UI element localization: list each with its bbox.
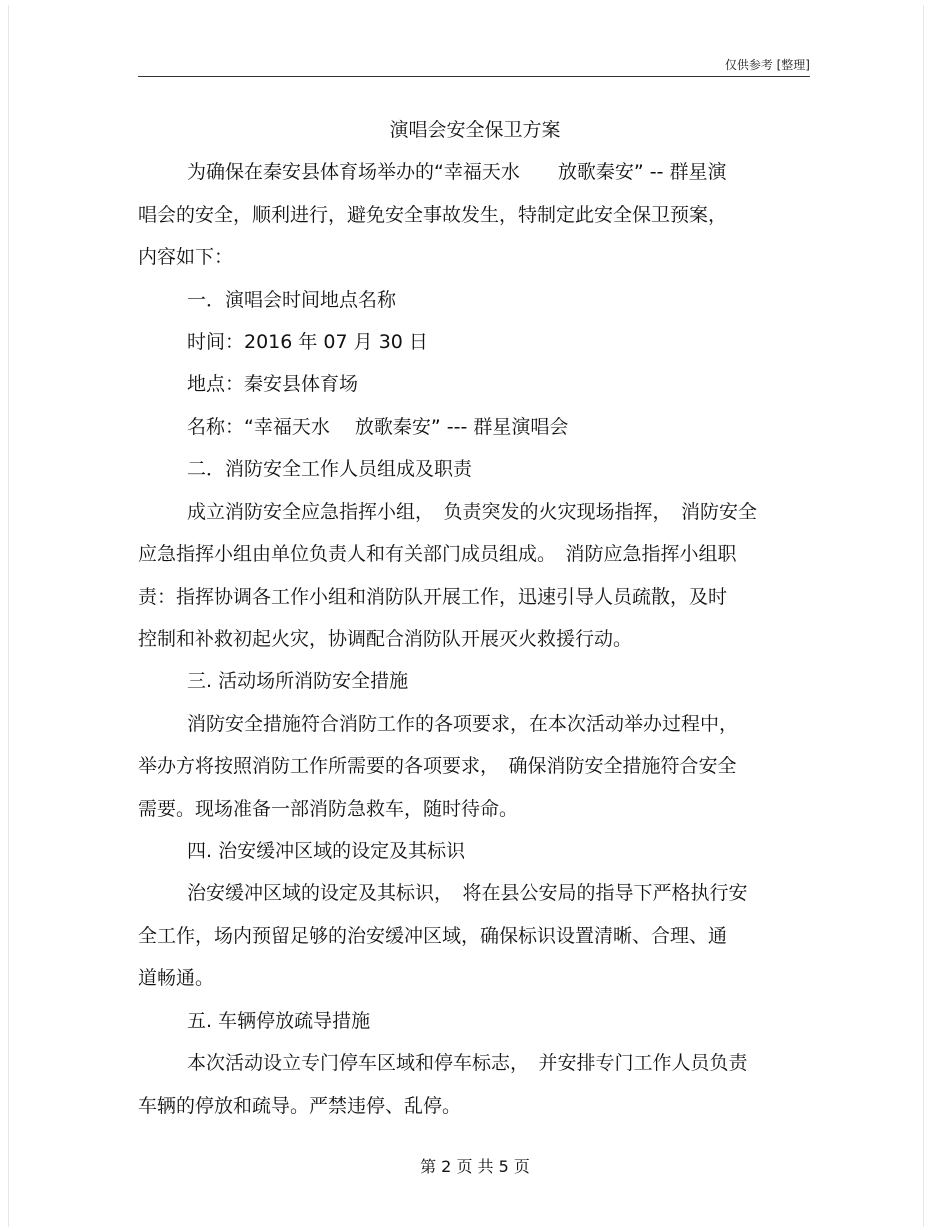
body-line: 消防安全措施符合消防工作的各项要求，在本次活动举办过程中，	[187, 713, 739, 735]
section-heading-3: 三. 活动场所消防安全措施	[187, 670, 409, 692]
header-rule	[138, 76, 810, 77]
document-title: 演唱会安全保卫方案	[389, 119, 561, 141]
section-heading-4: 四. 治安缓冲区域的设定及其标识	[187, 840, 466, 862]
body-line: 为确保在秦安县体育场举办的“幸福天水 放歌秦安” -- 群星演	[187, 161, 727, 183]
body-line: 时间：2016 年 07 月 30 日	[187, 331, 428, 353]
section-heading-2: 二．消防安全工作人员组成及职责	[187, 458, 473, 480]
body-line: 唱会的安全，顺利进行，避免安全事故发生，特制定此安全保卫预案，	[138, 204, 728, 226]
body-line: 本次活动设立专门停车区域和停车标志， 并安排专门工作人员负责	[187, 1052, 748, 1074]
body-line: 成立消防安全应急指挥小组， 负责突发的火灾现场指挥， 消防安全	[187, 501, 758, 523]
body-line: 车辆的停放和疏导。严禁违停、乱停。	[138, 1095, 462, 1117]
body-line: 控制和补救初起火灾，协调配合消防队开展灭火救援行动。	[138, 628, 633, 650]
body-line: 道畅通。	[138, 967, 215, 989]
header-note: 仅供参考 [整理]	[724, 58, 810, 72]
page-number: 第 2 页 共 5 页	[420, 1157, 530, 1176]
section-heading-1: 一．演唱会时间地点名称	[187, 289, 397, 311]
body-line: 全工作，场内预留足够的治安缓冲区域，确保标识设置清晰、合理、通	[138, 925, 728, 947]
body-line: 名称：“幸福天水 放歌秦安” --- 群星演唱会	[187, 416, 569, 438]
body-line: 举办方将按照消防工作所需要的各项要求， 确保消防安全措施符合安全	[138, 755, 737, 777]
body-line: 内容如下：	[138, 246, 234, 268]
document-page	[8, 5, 924, 1227]
body-line: 需要。现场准备一部消防急救车，随时待命。	[138, 798, 519, 820]
body-line: 应急指挥小组由单位负责人和有关部门成员组成。 消防应急指挥小组职	[138, 543, 737, 565]
body-line: 责：指挥协调各工作小组和消防队开展工作，迅速引导人员疏散，及时	[138, 586, 728, 608]
body-line: 地点：秦安县体育场	[187, 373, 359, 395]
body-line: 治安缓冲区域的设定及其标识， 将在县公安局的指导下严格执行安	[187, 882, 748, 904]
section-heading-5: 五. 车辆停放疏导措施	[187, 1010, 371, 1032]
